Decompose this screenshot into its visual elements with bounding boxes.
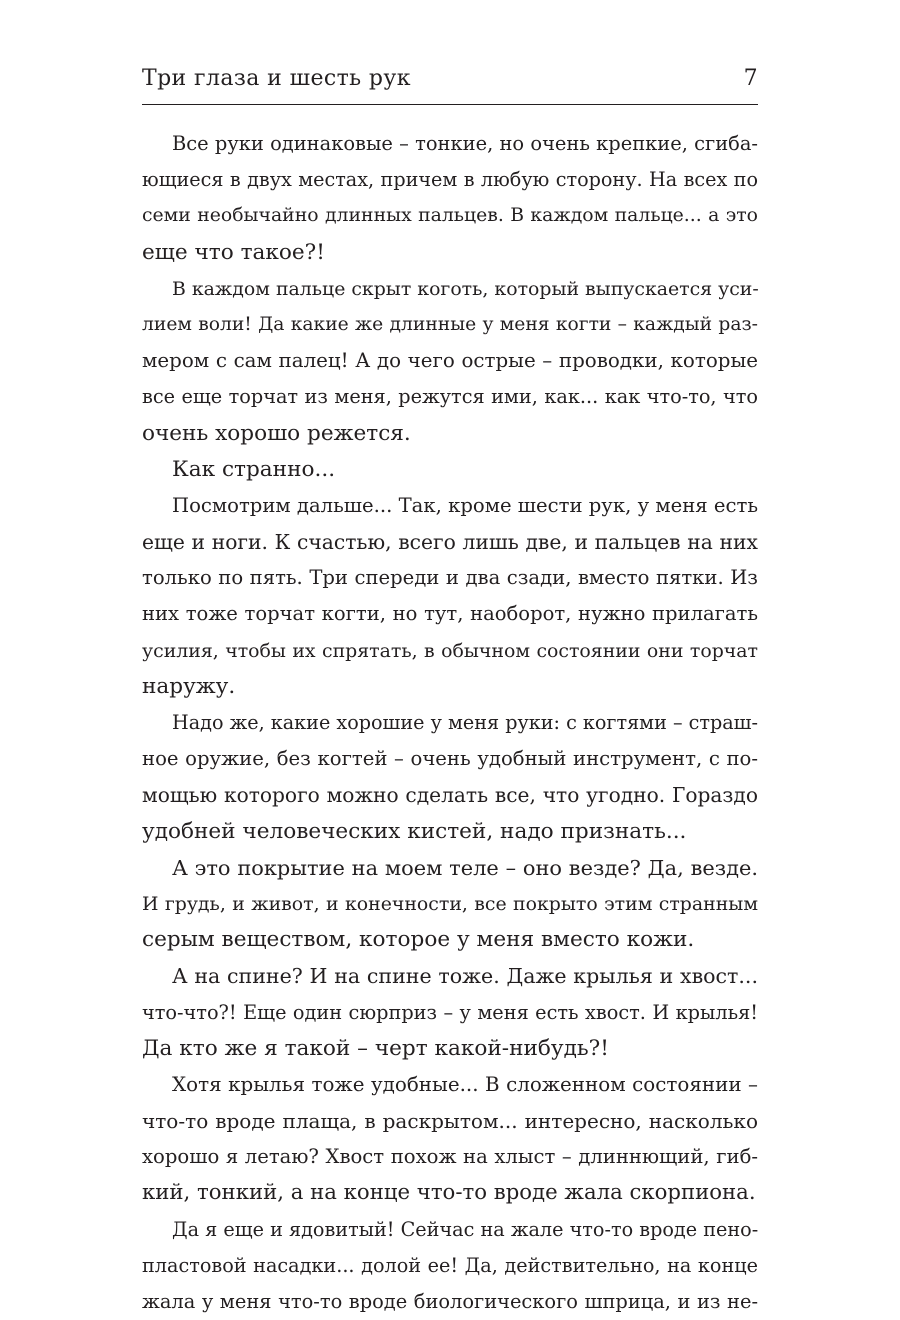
text-line: серым веществом, которое у меня вместо кожи. xyxy=(142,927,695,953)
text-line: усилия, чтобы их спрятать, в обычном состоянии они торчат xyxy=(142,639,758,662)
text-line: кий, тонкий, а на конце что-то вроде жала скорпиона. xyxy=(142,1180,756,1206)
text-line: что-то вроде плаща, в раскрытом... интересно, насколько xyxy=(142,1109,758,1134)
text-line: удобней человеческих кистей, надо признать... xyxy=(142,818,687,844)
body-text xyxy=(142,126,758,1320)
text-line: лием воли! Да какие же длинные у меня когти – каждый раз- xyxy=(142,313,758,335)
text-line: Как странно... xyxy=(172,456,336,482)
text-line: И грудь, и живот, и конечности, все покрыто этим странным xyxy=(142,892,758,915)
text-line: Да кто же я такой – черт какой-нибудь?! xyxy=(142,1035,609,1061)
text-line: все еще торчат из меня, режутся ими, как... как что-то, что xyxy=(142,385,758,409)
text-line: ющиеся в двух местах, причем в любую сторону. На всех по xyxy=(142,168,758,192)
text-line: Надо же, какие хорошие у меня руки: с когтями – страш- xyxy=(172,711,758,734)
text-line: Все руки одинаковые – тонкие, но очень крепкие, сгиба- xyxy=(172,132,758,155)
text-line: мощью которого можно сделать все, что угодно. Гораздо xyxy=(142,783,758,808)
text-line: них тоже торчат когти, но тут, наоборот, нужно прилагать xyxy=(142,602,758,626)
text-line: ное оружие, без когтей – очень удобный инструмент, с по- xyxy=(142,747,758,771)
text-line: еще и ноги. К счастью, всего лишь две, и пальцев на них xyxy=(142,530,758,555)
text-line: мером с сам палец! А до чего острые – проводки, которые xyxy=(142,349,758,373)
text-line: А на спине? И на спине тоже. Даже крылья и хвост... xyxy=(172,964,758,989)
text-line: жала у меня что-то вроде биологического шприца, и из не- xyxy=(142,1290,758,1313)
running-title: Три глаза и шесть рук xyxy=(142,66,411,91)
text-line: А это покрытие на моем теле – оно везде? Да, везде. xyxy=(172,855,758,880)
page-number: 7 xyxy=(743,66,758,91)
text-line: что-что?! Еще один сюрприз – у меня есть хвост. И крылья! xyxy=(142,1000,758,1024)
text-line: Посмотрим дальше... Так, кроме шести рук, у меня есть xyxy=(172,493,758,517)
text-line: только по пять. Три спереди и два сзади, вместо пятки. Из xyxy=(142,566,758,590)
text-line: семи необычайно длинных пальцев. В каждом пальце... а это xyxy=(142,205,758,227)
text-line: Хотя крылья тоже удобные... В сложенном состоянии – xyxy=(172,1072,758,1096)
text-line: еще что такое?! xyxy=(142,239,325,265)
text-line: В каждом пальце скрыт коготь, который выпускается уси- xyxy=(172,277,759,300)
header-rule xyxy=(142,104,758,105)
text-line: пластовой насадки... долой ее! Да, действительно, на конце xyxy=(142,1253,758,1277)
text-line: очень хорошо режется. xyxy=(142,420,411,446)
text-line: Да я еще и ядовитый! Сейчас на жале что-то вроде пено- xyxy=(172,1217,759,1241)
text-line: наружу. xyxy=(142,673,236,699)
running-head xyxy=(142,66,758,102)
text-line: хорошо я летаю? Хвост похож на хлыст – длиннющий, гиб- xyxy=(142,1145,758,1169)
